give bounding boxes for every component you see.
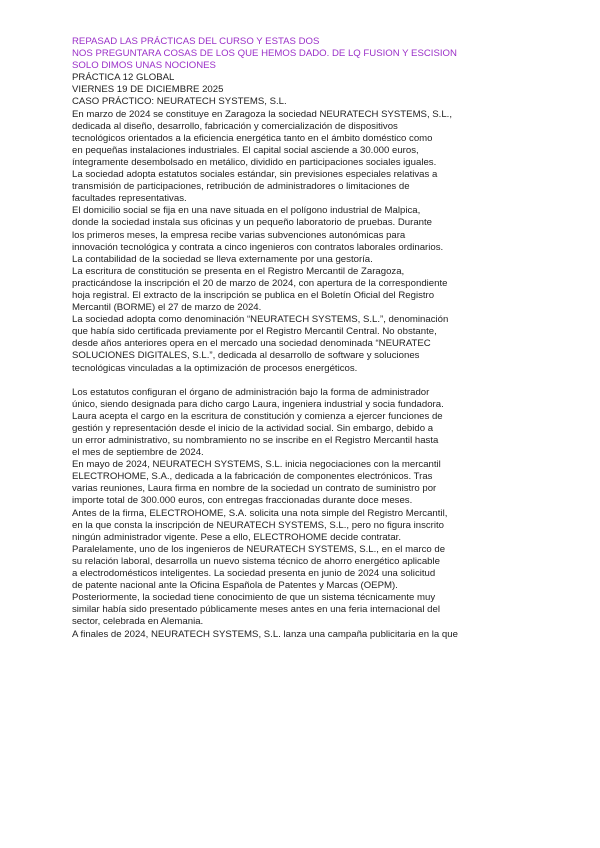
body-text-line: transmisión de participaciones, retribución de administradores o limitaciones de	[72, 181, 410, 193]
body-text-line: hoja registral. El extracto de la inscripción se publica en el Boletín Oficial del Registro	[72, 289, 435, 301]
header-line: CASO PRÁCTICO: NEURATECH SYSTEMS, S.L.	[72, 96, 287, 108]
body-text-line: desde años anteriores opera en el mercado una sociedad denominada “NEURATEC	[72, 338, 431, 350]
body-text-line: Los estatutos configuran el órgano de administración bajo la forma de administrador	[72, 386, 430, 398]
body-text-line: Antes de la firma, ELECTROHOME, S.A. solicita una nota simple del Registro Mercantil,	[72, 507, 448, 519]
body-text-line: El domicilio social se fija en una nave situada en el polígono industrial de Malpica,	[72, 205, 421, 217]
body-text-line: varias reuniones, Laura firma en nombre de la sociedad un contrato de suministro por	[72, 483, 437, 495]
body-text-line: que había sido certificada previamente por el Registro Mercantil Central. No obstante,	[72, 326, 437, 338]
body-text-line: La escritura de constitución se presenta en el Registro Mercantil de Zaragoza,	[72, 265, 405, 277]
paragraph-gap	[72, 375, 532, 387]
body-text-line: un error administrativo, su nombramiento no se inscribe en el Registro Mercantil hasta	[72, 435, 439, 446]
body-text-line: íntegramente desembolsado en metálico, dividido en participaciones sociales iguales.	[72, 156, 437, 168]
body-text-line: similar había sido presentado públicamente meses antes en una feria internacional del	[72, 604, 440, 616]
body-text-line: facultades representativas.	[72, 193, 187, 205]
body-text-line: Laura acepta el cargo en la escritura de constitución y comienza a ejercer funciones de	[72, 410, 443, 422]
body-text-line: los primeros meses, la empresa recibe varias subvenciones autonómicas para	[72, 229, 406, 241]
body-text-line: ELECTROHOME, S.A., dedicada a la fabricación de componentes electrónicos. Tras	[72, 471, 433, 483]
body-text-line: a electrodomésticos inteligentes. La sociedad presenta en junio de 2024 una solicitud	[72, 568, 436, 580]
body-text-line: único, siendo designada para dicho cargo Laura, ingeniera industrial y socia fundadora.	[72, 398, 444, 410]
header-line: PRÁCTICA 12 GLOBAL	[72, 72, 175, 84]
body-text-line: dedicada al diseño, desarrollo, fabricación y comercialización de dispositivos	[72, 120, 398, 132]
practice-header	[72, 72, 532, 108]
body-text-line: en la que consta la inscripción de NEURATECH SYSTEMS, S.L., pero no figura inscrito	[72, 519, 445, 531]
body-text-line: sector, celebrada en Alemania.	[72, 616, 204, 628]
body-text-line: su relación laboral, desarrolla un nuevo sistema técnico de ahorro energético aplicable	[72, 555, 440, 567]
highlighted-note-line: NOS PREGUNTARA COSAS DE LOS QUE HEMOS DADO. DE LQ FUSION Y ESCISION	[72, 48, 457, 60]
case-body-part-1	[72, 109, 532, 375]
highlighted-note	[72, 36, 532, 72]
body-text-line: La contabilidad de la sociedad se lleva externamente por una gestoría.	[72, 253, 373, 265]
body-text-line: el mes de septiembre de 2024.	[72, 447, 204, 459]
body-text-line: tecnológicas vinculadas a la optimización de procesos energéticos.	[72, 362, 358, 374]
document-page	[72, 36, 532, 641]
body-text-line: innovación tecnológica y contrata a cinco ingenieros con contratos laborales ordinarios.	[72, 241, 444, 253]
body-text-line: La sociedad adopta estatutos sociales estándar, sin previsiones especiales relativas a	[72, 169, 438, 181]
highlighted-note-line: REPASAD LAS PRÁCTICAS DEL CURSO Y ESTAS DOS	[72, 36, 320, 47]
body-text-line: SOLUCIONES DIGITALES, S.L.”, dedicada al desarrollo de software y soluciones	[72, 350, 420, 362]
body-text-line: de patente nacional ante la Oficina Española de Patentes y Marcas (OEPM).	[72, 580, 398, 592]
body-text-line: importe total de 300.000 euros, con entregas fraccionadas durante doce meses.	[72, 495, 413, 507]
body-text-line: Mercantil (BORME) el 27 de marzo de 2024.	[72, 302, 262, 314]
case-body-part-2	[72, 387, 532, 641]
body-text-line: en pequeñas instalaciones industriales. El capital social asciende a 30.000 euros,	[72, 144, 419, 156]
body-text-line: A finales de 2024, NEURATECH SYSTEMS, S.L. lanza una campaña publicitaria en la que	[72, 628, 458, 640]
body-text-line: tecnológicos orientados a la eficiencia energética tanto en el ámbito doméstico como	[72, 132, 433, 144]
body-text-line: En marzo de 2024 se constituye en Zaragoza la sociedad NEURATECH SYSTEMS, S.L.,	[72, 108, 453, 120]
body-text-line: La sociedad adopta como denominación “NEURATECH SYSTEMS, S.L.”, denominación	[72, 314, 449, 326]
body-text-line: donde la sociedad instala sus oficinas y un pequeño laboratorio de pruebas. Durante	[72, 217, 433, 229]
body-text-line: Paralelamente, uno de los ingenieros de NEURATECH SYSTEMS, S.L., en el marco de	[72, 543, 446, 555]
body-text-line: ningún administrador vigente. Pese a ello, ELECTROHOME decide contratar.	[72, 531, 402, 543]
body-text-line: gestión y representación desde el inicio de la actividad social. Sin embargo, debido a	[72, 422, 434, 434]
body-text-line: practicándose la inscripción el 20 de marzo de 2024, con apertura de la correspondiente	[72, 277, 448, 289]
highlighted-note-line: SOLO DIMOS UNAS NOCIONES	[72, 60, 216, 72]
header-line: VIERNES 19 DE DICIEMBRE 2025	[72, 84, 224, 96]
body-text-line: Posteriormente, la sociedad tiene conocimiento de que un sistema técnicamente muy	[72, 592, 436, 604]
body-text-line: En mayo de 2024, NEURATECH SYSTEMS, S.L. inicia negociaciones con la mercantil	[72, 459, 441, 471]
